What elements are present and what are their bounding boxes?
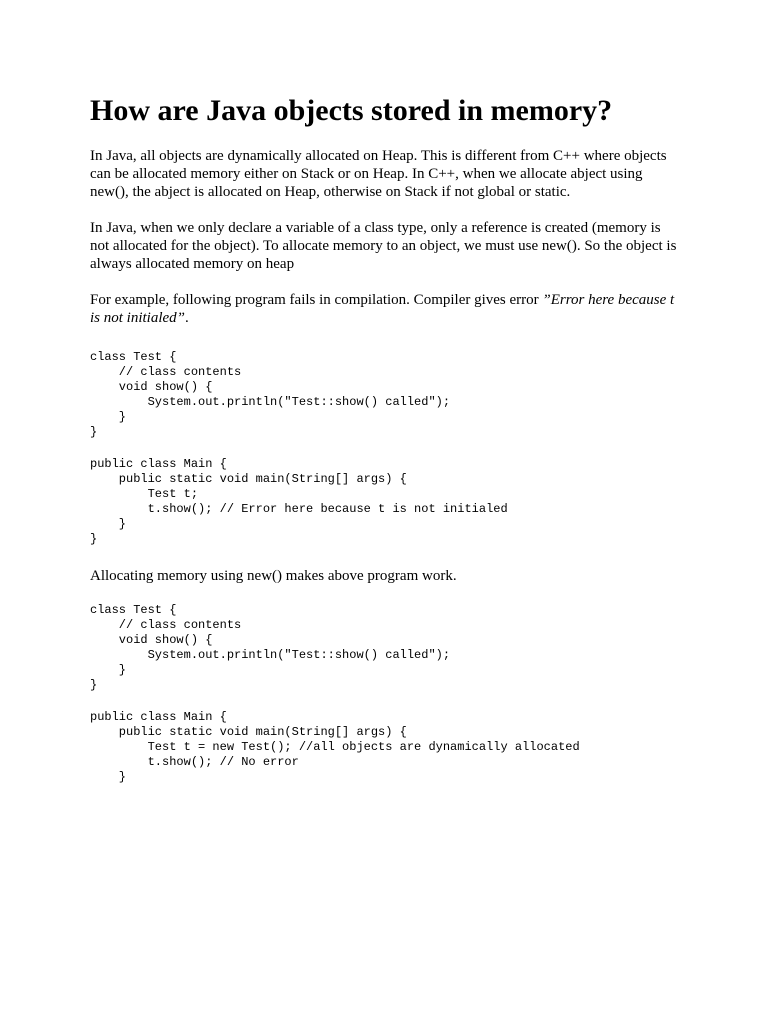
code-line: }: [90, 425, 98, 439]
paragraph-heap-allocation: In Java, all objects are dynamically allocated on Heap. This is different from C++ where objects can be allocated memory either on Stack or on Heap. In C++, when we allocate abject using new(), the abject is allocated on Heap, otherwise on Stack if not global or static.: [90, 148, 667, 200]
compiler-error-quote: ”Error here because t is not initialed”: [90, 292, 675, 326]
code-line: class Test {: [90, 603, 177, 617]
code-block-test-class: [90, 350, 680, 440]
code-line: public static void main(String[] args) {: [90, 725, 407, 739]
code-line: }: [90, 678, 98, 692]
paragraph-example-intro: [90, 291, 680, 327]
code-line: }: [90, 770, 127, 784]
code-line: }: [90, 517, 127, 531]
code-line: }: [90, 663, 127, 677]
code-line: // class contents: [90, 618, 242, 632]
code-line: }: [90, 532, 98, 546]
code-line: }: [90, 410, 127, 424]
code-block-main-failing: [90, 457, 680, 547]
code-line: class Test {: [90, 350, 177, 364]
code-line: // class contents: [90, 365, 242, 379]
example-intro-suffix: .: [185, 310, 189, 326]
code-line: void show() {: [90, 380, 213, 394]
example-intro-text: For example, following program fails in compilation. Compiler gives error: [90, 292, 543, 308]
document-page: [90, 92, 680, 785]
paragraph-allocation-fix: Allocating memory using new() makes above program work.: [90, 568, 457, 584]
code-line: t.show(); // No error: [90, 755, 299, 769]
code-line: public class Main {: [90, 710, 227, 724]
page-title: How are Java objects stored in memory?: [90, 94, 613, 127]
code-line: Test t = new Test(); //all objects are dynamically allocated: [90, 740, 580, 754]
code-line: void show() {: [90, 633, 213, 647]
code-line: System.out.println("Test::show() called");: [90, 648, 451, 662]
paragraph-reference-declaration: In Java, when we only declare a variable of a class type, only a reference is created (memory is not allocated for the object). To allocate memory to an object, we must use new(). So the object is always allocated memory on heap: [90, 220, 677, 272]
code-block-main-working: [90, 710, 680, 785]
code-line: public class Main {: [90, 457, 227, 471]
code-line: System.out.println("Test::show() called");: [90, 395, 451, 409]
code-line: Test t;: [90, 487, 199, 501]
code-line: public static void main(String[] args) {: [90, 472, 407, 486]
code-line: t.show(); // Error here because t is not initialed: [90, 502, 508, 516]
code-block-test-class-fixed: [90, 603, 680, 693]
